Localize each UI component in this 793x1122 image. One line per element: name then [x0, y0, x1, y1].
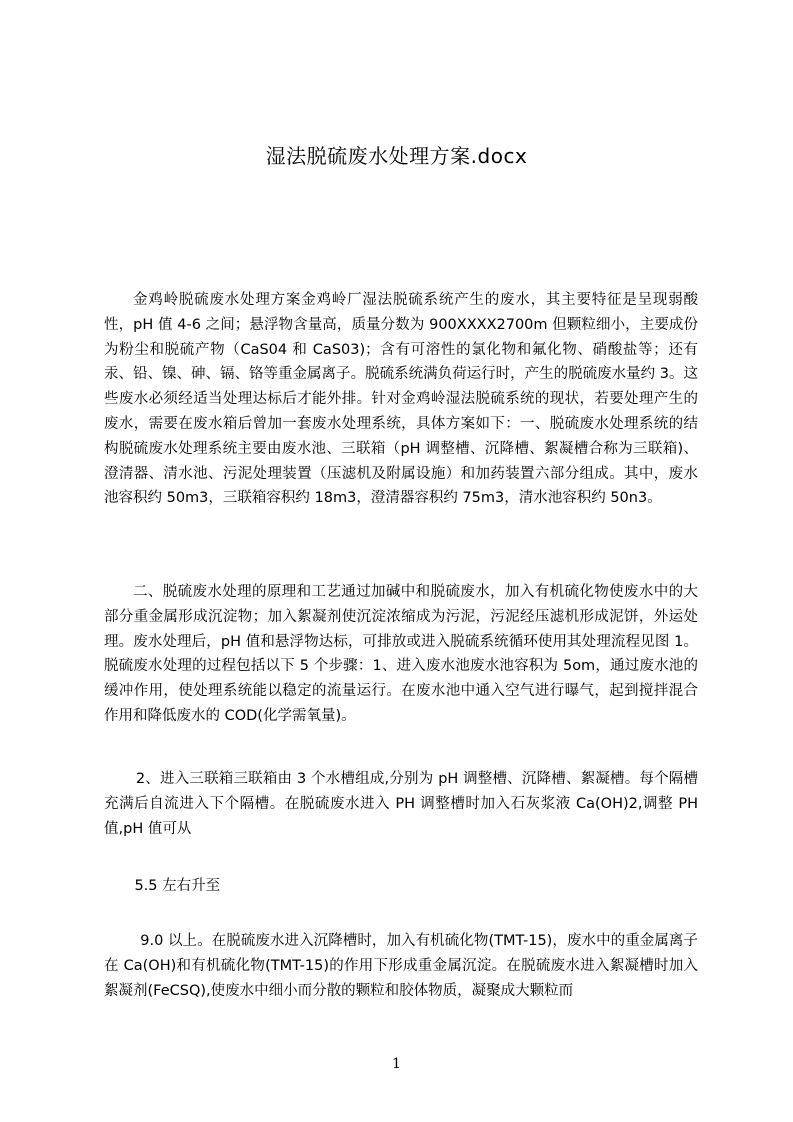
- paragraph-step-two: 2、进入三联箱三联箱由 3 个水槽组成,分别为 pH 调整槽、沉降槽、絮凝槽。每个隔槽充满后自流进入下个隔槽。在脱硫废水进入 PH 调整槽时加入石灰浆液 Ca(OH)2,调整 PH 值,pH 值可从: [104, 771, 698, 837]
- paragraph-overview: 金鸡岭脱硫废水处理方案金鸡岭厂湿法脱硫系统产生的废水，其主要特征是呈现弱酸性，pH 值 4-6 之间；悬浮物含量高，质量分数为 900XXXX2700m 但颗粒细小，主要成份为粉尘和脱硫产物（CaS04 和 CaS03)；含有可溶性的氯化物和氟化物、硝酸盐等；还有汞、铅、镍、砷、镉、铬等重金属离子。脱硫系统满负荷运行时，产生的脱硫废水量约 3。这些废水必须经适当处理达标后才能外排。针对金鸡岭湿法脱硫系统的现状，若要处理产生的废水，需要在废水箱后曾加一套废水处理系统，具体方案如下：一、脱硫废水处理系统的结构脱硫废水处理系统主要由废水池、三联箱（pH 调整槽、沉降槽、絮凝槽合称为三联箱)、澄清器、清水池、污泥处理装置（压滤机及附属设施）和加药装置六部分组成。其中，废水池容积约 50m3，三联箱容积约 18m3，澄清器容积约 75m3，清水池容积约 50n3。: [104, 292, 698, 507]
- paragraph-ph-range: 5.5 左右升至: [134, 878, 221, 894]
- paragraph-principle: 二、脱硫废水处理的原理和工艺通过加碱中和脱硫废水，加入有机硫化物使废水中的大部分重金属形成沉淀物；加入絮凝剂使沉淀浓缩成为污泥，污泥经压滤机形成泥饼，外运处理。废水处理后，pH 值和悬浮物达标，可排放或进入脱硫系统循环使用其处理流程见图 1。脱硫废水处理的过程包括以下 5 个步骤：1、进入废水池废水池容积为 5om，通过废水池的缓冲作用，使处理系统能以稳定的流量运行。在废水池中通入空气进行曝气，起到搅拌混合作用和降低废水的 COD(化学需氧量)。: [104, 584, 698, 724]
- page-number: 1: [392, 1056, 401, 1072]
- paragraph-settling: 9.0 以上。在脱硫废水进入沉降槽时，加入有机硫化物(TMT-15)，废水中的重金属离子在 Ca(OH)和有机硫化物(TMT-15)的作用下形成重金属沉淀。在脱硫废水进入絮凝槽时加入絮凝剂(FeCSQ),使废水中细小而分散的颗粒和胶体物质，凝聚成大颗粒而: [104, 933, 698, 999]
- document-title: 湿法脱硫废水处理方案.docx: [265, 144, 528, 168]
